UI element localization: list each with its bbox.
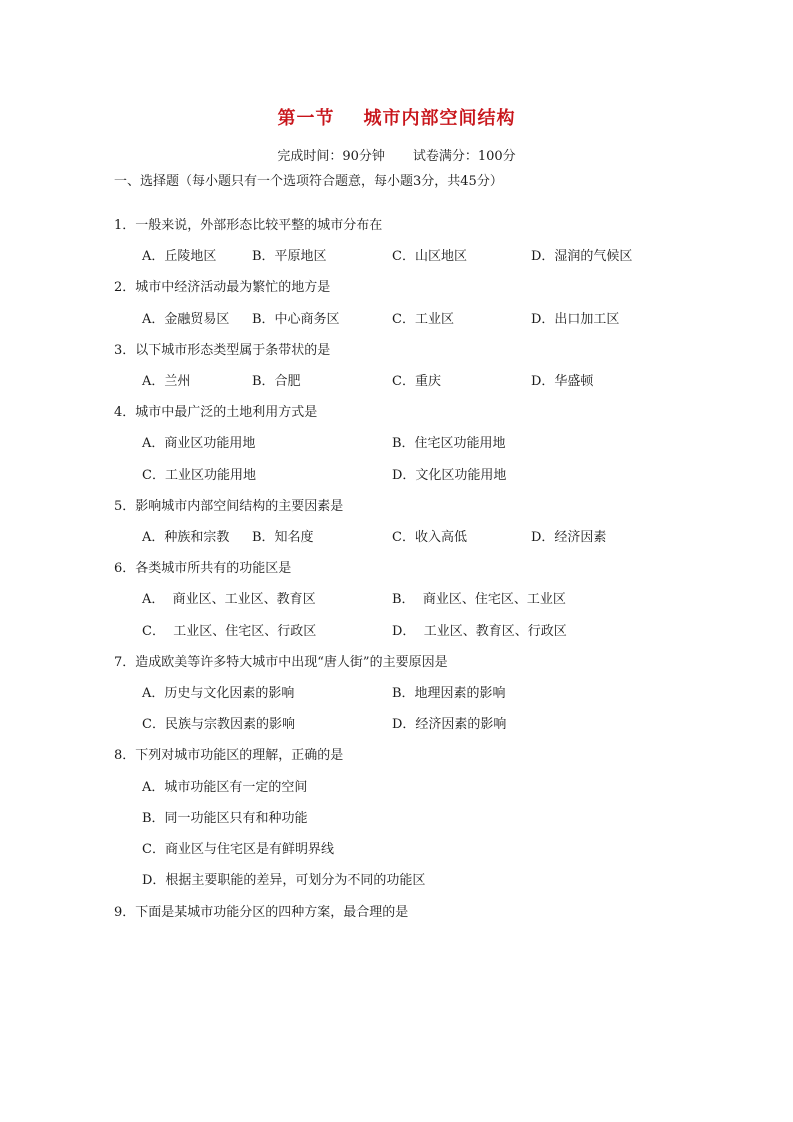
q5-option-a: A．种族和宗教 [142, 530, 230, 545]
q5-option-c: C．收入高低 [392, 530, 467, 545]
q1-option-d: D．湿润的气候区 [531, 249, 633, 264]
q3-option-b: B．合肥 [252, 374, 301, 389]
question-4: 4．城市中最广泛的土地利用方式是 [114, 405, 318, 420]
q8-option-d: D．根据主要职能的差异，可划分为不同的功能区 [142, 873, 426, 888]
full-score: 试卷满分：100分 [412, 149, 516, 164]
q8-option-b: B．同一功能区只有和种功能 [142, 811, 308, 826]
question-1: 1．一般来说，外部形态比较平整的城市分布在 [114, 218, 383, 233]
question-3: 3．以下城市形态类型属于条带状的是 [114, 343, 331, 358]
section-label: 第一节 [277, 108, 335, 129]
q3-option-d: D．华盛顿 [531, 374, 594, 389]
section-name: 城市内部空间结构 [363, 108, 516, 129]
question-6: 6．各类城市所共有的功能区是 [114, 561, 292, 576]
q7-option-c: C．民族与宗教因素的影响 [142, 717, 295, 732]
q2-option-a: A．金融贸易区 [142, 312, 230, 327]
q1-option-b: B．平原地区 [252, 249, 327, 264]
question-7: 7．造成欧美等许多特大城市中出现“唐人街”的主要原因是 [114, 655, 448, 670]
q8-option-a: A．城市功能区有一定的空间 [142, 780, 308, 795]
q2-option-d: D．出口加工区 [531, 312, 620, 327]
q4-option-c: C．工业区功能用地 [142, 468, 256, 483]
q6-option-b: B． 商业区、住宅区、工业区 [392, 592, 566, 607]
q4-option-b: B．住宅区功能用地 [392, 436, 506, 451]
q3-option-a: A．兰州 [142, 374, 191, 389]
q1-option-c: C．山区地区 [392, 249, 467, 264]
q7-option-a: A．历史与文化因素的影响 [142, 686, 295, 701]
q1-option-a: A．丘陵地区 [142, 249, 217, 264]
question-2: 2．城市中经济活动最为繁忙的地方是 [114, 280, 331, 295]
page-title [0, 104, 793, 130]
q6-option-a: A． 商业区、工业区、教育区 [142, 592, 316, 607]
question-5: 5．影响城市内部空间结构的主要因素是 [114, 499, 344, 514]
question-9: 9．下面是某城市功能分区的四种方案，最合理的是 [114, 905, 409, 920]
q4-option-d: D．文化区功能用地 [392, 468, 507, 483]
q5-option-b: B．知名度 [252, 530, 314, 545]
q8-option-c: C．商业区与住宅区是有鲜明界线 [142, 842, 334, 857]
q3-option-c: C．重庆 [392, 374, 441, 389]
exam-meta [0, 145, 793, 164]
q6-option-c: C． 工业区、住宅区、行政区 [142, 624, 317, 639]
q5-option-d: D．经济因素 [531, 530, 607, 545]
q6-option-d: D． 工业区、教育区、行政区 [392, 624, 567, 639]
q4-option-a: A．商业区功能用地 [142, 436, 256, 451]
q7-option-d: D．经济因素的影响 [392, 717, 507, 732]
section-instructions: 一、选择题（每小题只有一个选项符合题意，每小题3分，共45分） [114, 174, 503, 189]
q2-option-c: C．工业区 [392, 312, 454, 327]
question-8: 8．下列对城市功能区的理解，正确的是 [114, 748, 344, 763]
q2-option-b: B．中心商务区 [252, 312, 340, 327]
q7-option-b: B．地理因素的影响 [392, 686, 506, 701]
time-limit: 完成时间：90分钟 [277, 149, 385, 164]
